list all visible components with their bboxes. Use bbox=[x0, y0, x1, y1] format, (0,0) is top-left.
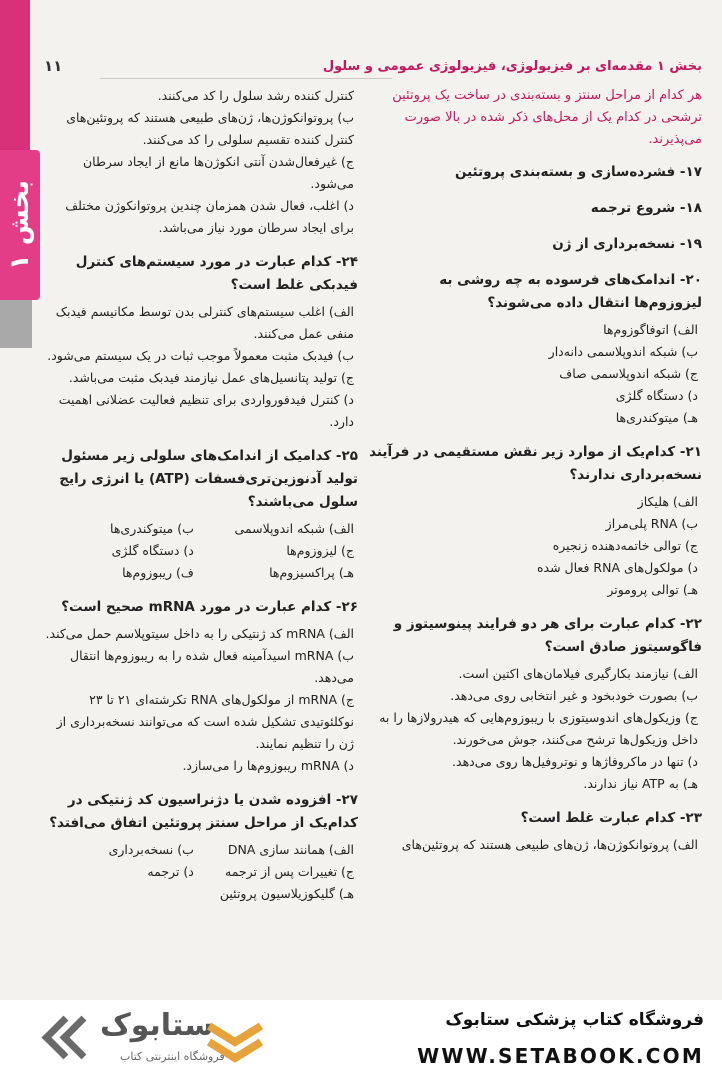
option: ب) RNA پلی‌مراز bbox=[605, 516, 698, 531]
option: ج) شبکه اندوپلاسمی صاف bbox=[559, 366, 698, 381]
option: الف) اتوفاگوزوم‌ها bbox=[603, 322, 698, 337]
shop-logo-subtext: فروشگاه اینترنتی کتاب bbox=[120, 1050, 225, 1063]
option: ج) غیرفعال‌شدن آنتی انکوژن‌ها مانع از ایجاد سرطان می‌شود. bbox=[83, 154, 354, 191]
left-column bbox=[40, 85, 358, 905]
option-row bbox=[40, 861, 358, 883]
shop-name: فروشگاه کتاب پزشکی ستابوک bbox=[445, 1010, 704, 1030]
option: د) دستگاه گلژی bbox=[111, 543, 194, 558]
continuation-text: کنترل کننده رشد سلول را کد می‌کنند. bbox=[157, 88, 354, 103]
intro-text: هر کدام از مراحل سنتز و بسته‌بندی در ساخت یک پروتئین ترشحی در کدام یک از محل‌های ذکر شده در بالا صورت می‌پذیرند. bbox=[392, 88, 702, 147]
option: ب) شبکه اندوپلاسمی دانه‌دار bbox=[548, 344, 698, 359]
option: ج) وزیکول‌های اندوسیتوزی با ریبوزوم‌هایی که هیدرولازها را به داخل وزیکول‌ها ترشح می‌کنند، جوش می‌خورند. bbox=[379, 710, 698, 747]
option: د) کنترل فیدفورواردی برای تنظیم فعالیت عضلانی اهمیت دارد. bbox=[58, 392, 354, 429]
chapter-tab: بخش ۱ bbox=[0, 150, 40, 300]
option: ج) لیزوزوم‌ها bbox=[286, 543, 354, 558]
option: الف) mRNA کد ژنتیکی را به داخل سیتوپلاسم حمل می‌کند. bbox=[45, 626, 354, 641]
option: ف) ریبوزوم‌ها bbox=[122, 565, 194, 580]
page-number: ۱۱ bbox=[44, 57, 63, 75]
question-20: ۲۰- اندامک‌های فرسوده به چه روشی به لیزوزوم‌ها انتقال داده می‌شوند؟ bbox=[439, 272, 702, 311]
question-24: ۲۴- کدام عبارت در مورد سیستم‌های کنترل فیدبکی غلط است؟ bbox=[75, 254, 358, 293]
statement-17: ۱۷- فشرده‌سازی و بسته‌بندی پروتئین bbox=[455, 164, 702, 180]
option: هـ) گلیکوزیلاسیون پروتئین bbox=[219, 886, 354, 901]
option: هـ) توالی پروموتر bbox=[607, 582, 698, 597]
option: هـ) پراکسیزوم‌ها bbox=[269, 565, 354, 580]
option: ب) میتوکندری‌ها bbox=[110, 521, 194, 536]
question-23: ۲۳- کدام عبارت غلط است؟ bbox=[520, 810, 702, 826]
option-row bbox=[40, 540, 358, 562]
right-column bbox=[368, 85, 702, 856]
option: الف) پروتوانکوژن‌ها، ژن‌های طبیعی هستند که پروتئین‌های bbox=[401, 837, 698, 852]
option: ب) mRNA اسیدآمینه فعال شده را به ریبوزوم‌ها انتقال می‌دهد. bbox=[70, 648, 354, 685]
header-divider bbox=[100, 78, 392, 79]
option-row bbox=[40, 883, 358, 905]
option: الف) هلیکاز bbox=[637, 494, 698, 509]
option: ج) تولید پتانسیل‌های عمل نیازمند فیدبک مثبت می‌باشد. bbox=[68, 370, 354, 385]
question-25: ۲۵- کدامیک از اندامک‌های سلولی زیر مسئول تولید آدنوزین‌تری‌فسفات (ATP) یا انرژی رایج سلول می‌باشند؟ bbox=[59, 448, 358, 510]
question-26: ۲۶- کدام عبارت در مورد mRNA صحیح است؟ bbox=[61, 599, 358, 615]
option-row bbox=[40, 518, 358, 540]
option: الف) شبکه اندوپلاسمی bbox=[234, 521, 354, 536]
option: الف) همانند سازی DNA bbox=[227, 842, 354, 857]
gray-tab bbox=[0, 300, 32, 348]
option: د) ترجمه bbox=[147, 864, 194, 879]
option-row bbox=[40, 562, 358, 584]
option: الف) اغلب سیستم‌های کنترلی بدن توسط مکانیسم فیدبک منفی عمل می‌کنند. bbox=[55, 304, 354, 341]
option: ج) توالی خاتمه‌دهنده زنجیره bbox=[552, 538, 698, 553]
question-27: ۲۷- افزوده شدن یا دژنراسیون کد ژنتیکی در کدام‌یک از مراحل سنتز پروتئین اتفاق می‌افتد؟ bbox=[49, 792, 358, 831]
question-21: ۲۱- کدام‌یک از موارد زیر نقش مستقیمی در فرآیند نسخه‌برداری ندارند؟ bbox=[369, 444, 702, 483]
option: ب) فیدبک مثبت معمولاً موجب ثبات در یک سیستم می‌شود. bbox=[47, 348, 354, 363]
statement-19: ۱۹- نسخه‌برداری از ژن bbox=[552, 236, 702, 252]
option: الف) نیازمند بکارگیری فیلامان‌های اکتین است. bbox=[458, 666, 698, 681]
option: د) mRNA ریبوزوم‌ها را می‌سازد. bbox=[182, 758, 354, 773]
option: ب) پروتوانکوژن‌ها، ژن‌های طبیعی هستند که پروتئین‌های کنترل کننده تقسیم سلولی را کد می‌کنند. bbox=[66, 110, 354, 147]
book-logo-icon bbox=[205, 1014, 265, 1068]
shop-logo: ستابوک bbox=[100, 1008, 214, 1043]
option bbox=[40, 883, 194, 905]
shop-url[interactable]: WWW.SETABOOK.COM bbox=[417, 1044, 704, 1068]
option-row bbox=[40, 839, 358, 861]
option: ج) mRNA از مولکول‌های RNA تکرشته‌ای ۲۱ تا ۲۳ نوکلئوتیدی تشکیل شده است که می‌توانند نسخه‌برداری از ژن را تنظیم نمایند. bbox=[56, 692, 354, 751]
option: ب) بصورت خودبخود و غیر انتخابی روی می‌دهد. bbox=[450, 688, 698, 703]
question-22: ۲۲- کدام عبارت برای هر دو فرایند پینوسیتوز و فاگوسیتوز صادق است؟ bbox=[393, 616, 702, 655]
option: د) تنها در ماکروفاژها و نوتروفیل‌ها روی می‌دهد. bbox=[452, 754, 698, 769]
statement-18: ۱۸- شروع ترجمه bbox=[590, 200, 702, 216]
option: د) دستگاه گلژی bbox=[615, 388, 698, 403]
option: د) اغلب، فعال شدن همزمان چندین پروتوانکوژن مختلف برای ایجاد سرطان مورد نیاز می‌باشد. bbox=[65, 198, 354, 235]
option: ب) نسخه‌برداری bbox=[108, 842, 194, 857]
chapter-title: بخش ۱ مقدمه‌ای بر فیزیولوژی، فیزیولوژی عمومی و سلول bbox=[322, 59, 702, 74]
option: هـ) میتوکندری‌ها bbox=[615, 410, 698, 425]
option: د) مولکول‌های RNA فعال شده bbox=[536, 560, 698, 575]
option: ج) تغییرات پس از ترجمه bbox=[225, 864, 354, 879]
watermark-footer bbox=[0, 1000, 722, 1080]
option: هـ) به ATP نیاز ندارند. bbox=[583, 776, 698, 791]
